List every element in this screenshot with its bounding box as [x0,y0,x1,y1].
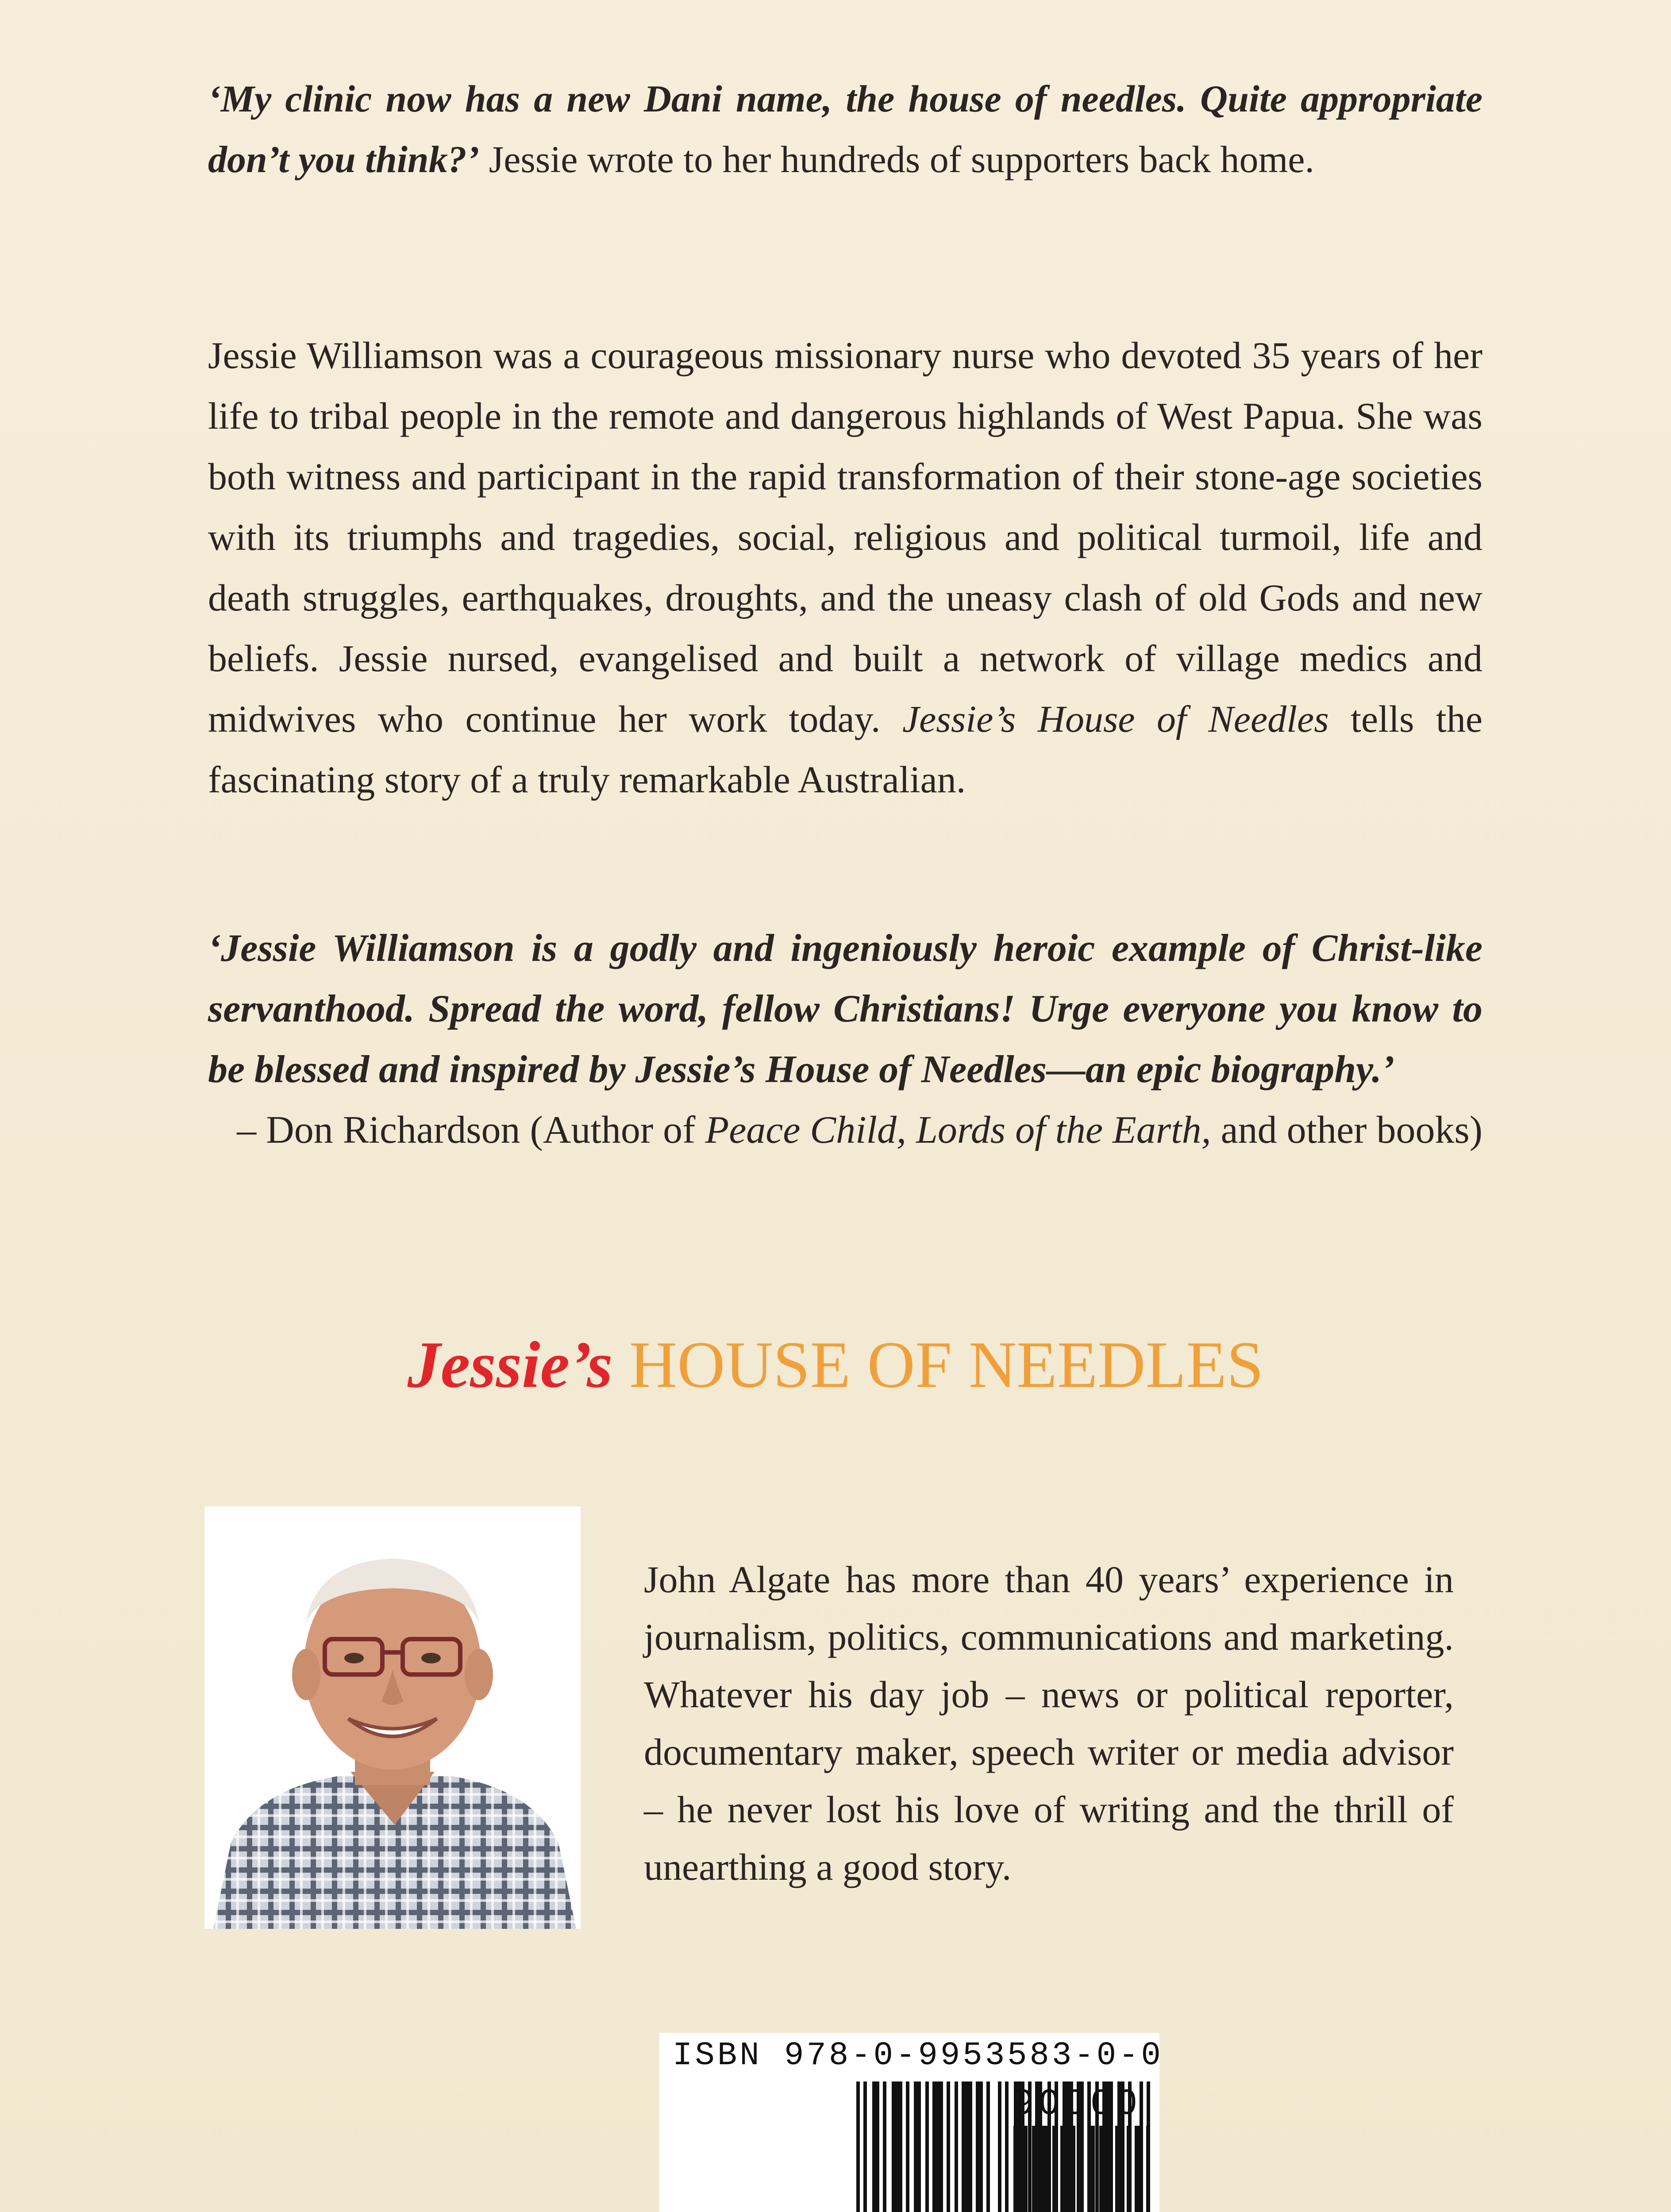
barcode-label [659,2033,1163,2212]
isbn-number: ISBN 978-0-9953583-0-0 [673,2037,1163,2074]
book-title [0,1325,1671,1405]
description-text-end: tells the fascinating story of a truly remarkable Australian. [208,698,1482,801]
description-book-title: Jessie’s House of Needles [902,698,1329,740]
endorsement-attribution: – Don Richardson (Author of Peace Child, Lords of the Earth, and other books) [237,1109,1482,1152]
ean-barcode-icon [701,2081,1321,2212]
author-portrait-icon [204,1506,581,1929]
opening-quote-paragraph [208,69,1482,190]
addon-barcode-icon [1013,2126,1159,2212]
author-photo [204,1506,581,1929]
addon-digits: 90000 [1013,2082,1143,2121]
book-description [208,325,1482,810]
endorsement [208,918,1482,1160]
clinic-quote-context: Jessie wrote to her hundreds of supporters back home. [479,138,1315,180]
title-main-part: HOUSE OF NEEDLES [629,1328,1264,1402]
clinic-quote: ‘My clinic now has a new Dani name, the house of needles. Quite appropriate don’t you think?’ [208,77,1482,180]
author-bio: John Algate has more than 40 years’ experience in journalism, politics, communications and marketing. Whatever his day job – news or political reporter, documentary maker, speech writer or media advisor – he never lost his love of writing and the thrill of unearthing a good story. [644,1558,1454,1888]
title-italic-part: Jessie’s [407,1328,613,1402]
endorsement-quote: ‘Jessie Williamson is a godly and ingeniously heroic example of Christ-like servanthood. Spread the word, fellow Christians! Urge everyone you know to be blessed and inspired by Jessie’s House of Needles—an epic biography.’ [208,927,1482,1091]
description-text: Jessie Williamson was a courageous missionary nurse who devoted 35 years of her life to tribal people in the remote and dangerous highlands of West Papua. She was both witness and participant in the rapid transformation of their stone-age societies with its triumphs and tragedies, social, religious and political turmoil, life and death struggles, earthquakes, droughts, and the uneasy clash of old Gods and new beliefs. Jessie nursed, evangelised and built a network of village medics and midwives who continue her work today. [208,334,1482,740]
